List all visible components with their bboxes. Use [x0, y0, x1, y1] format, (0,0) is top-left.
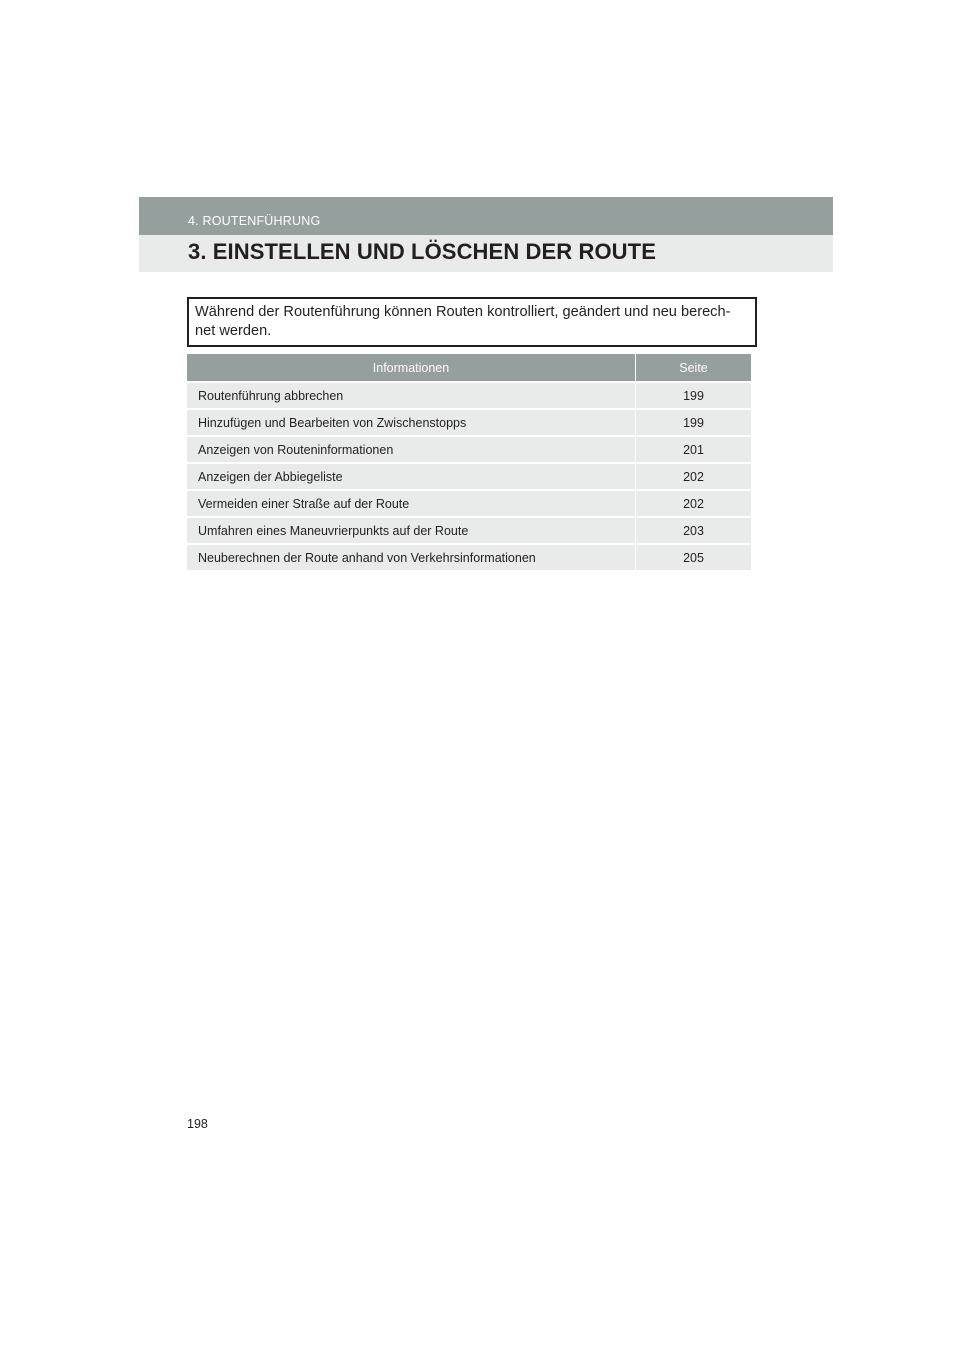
row-information: Routenführung abbrechen [187, 382, 636, 409]
table-header-row [187, 354, 751, 382]
row-page-number: 202 [636, 490, 752, 517]
table-row [187, 517, 751, 544]
page-title: 3. EINSTELLEN UND LÖSCHEN DER ROUTE [188, 239, 656, 264]
row-information: Hinzufügen und Bearbeiten von Zwischenstopps [187, 409, 636, 436]
row-information: Umfahren eines Maneuvrierpunkts auf der Route [187, 517, 636, 544]
information-table [187, 354, 751, 570]
section-header-bar [139, 197, 833, 235]
page-number: 198 [187, 1117, 208, 1131]
row-information: Anzeigen der Abbiegeliste [187, 463, 636, 490]
table-row [187, 463, 751, 490]
row-page-number: 199 [636, 382, 752, 409]
table-row [187, 382, 751, 409]
row-information: Vermeiden einer Straße auf der Route [187, 490, 636, 517]
section-label: 4. ROUTENFÜHRUNG [188, 214, 321, 228]
row-page-number: 199 [636, 409, 752, 436]
intro-text-line-1: Während der Routenführung können Routen kontrolliert, geändert und neu berech- [195, 304, 731, 320]
column-header-page: Seite [636, 354, 752, 382]
row-page-number: 201 [636, 436, 752, 463]
table-row [187, 544, 751, 570]
row-page-number: 205 [636, 544, 752, 570]
intro-text-line-2: net werden. [195, 323, 272, 339]
title-bar [139, 235, 833, 272]
table-row [187, 436, 751, 463]
row-information: Anzeigen von Routeninformationen [187, 436, 636, 463]
row-page-number: 202 [636, 463, 752, 490]
row-page-number: 203 [636, 517, 752, 544]
table-row [187, 490, 751, 517]
row-information: Neuberechnen der Route anhand von Verkehrsinformationen [187, 544, 636, 570]
column-header-information: Informationen [187, 354, 636, 382]
table-row [187, 409, 751, 436]
intro-box [187, 297, 757, 347]
